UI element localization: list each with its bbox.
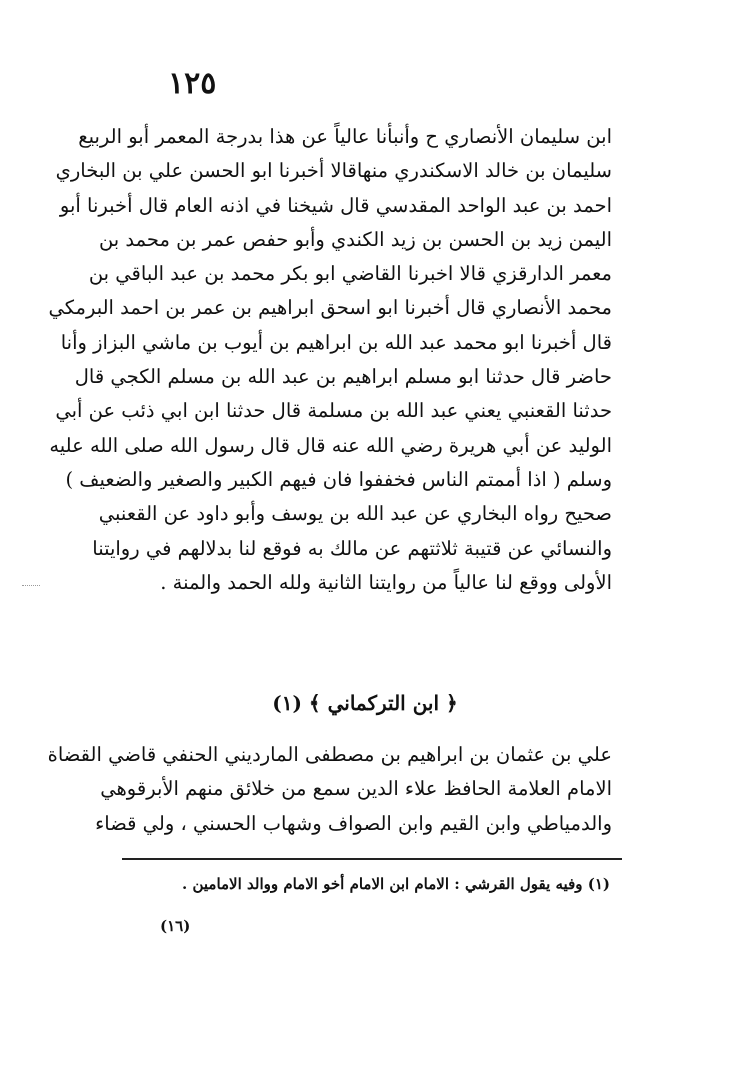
section-heading: ﴿ ابن التركماني ﴾ (١)	[272, 691, 458, 715]
text-line: معمر الدارقزي قالا اخبرنا القاضي ابو بكر محمد بن عبد الباقي بن	[88, 262, 612, 286]
text-line: ابن سليمان الأنصاري ح وأنبأنا عالياً عن هذا بدرجة المعمر أبو الربيع	[78, 125, 612, 148]
main-paragraph	[48, 120, 612, 600]
text-line: وسلم ( اذا أممتم الناس فخففوا فان فيهم الكبير والصغير والضعيف )	[65, 467, 612, 491]
text-line: حاضر قال حدثنا ابو مسلم ابراهيم بن عبد الله بن مسلم الكجي قال	[74, 365, 612, 389]
text-line: والدمياطي وابن القيم وابن الصواف وشهاب الحسني ، ولي قضاء	[95, 811, 612, 835]
margin-mark	[22, 585, 40, 586]
text-line: احمد بن عبد الواحد المقدسي قال شيخنا في اذنه العام قال أخبرنا أبو	[59, 193, 612, 217]
page-number: ١٢٥	[168, 66, 217, 101]
text-line: والنسائي عن قتيبة ثلاثتهم عن مالك به فوقع لنا بدلالهم في روايتنا	[92, 536, 612, 560]
signature-mark: (١٦)	[160, 917, 191, 935]
text-line: الامام العلامة الحافظ علاء الدين سمع من خلائق منهم الأبرقوهي	[100, 777, 612, 801]
text-line: سليمان بن خالد الاسكندري منهاقالا أخبرنا ابو الحسن علي بن البخاري	[55, 159, 612, 183]
text-line: محمد الأنصاري قال أخبرنا ابو اسحق ابراهيم بن عمر بن احمد البرمكي	[48, 296, 612, 320]
text-line: الأولى ووقع لنا عالياً من روايتنا الثانية ولله الحمد والمنة .	[160, 570, 612, 594]
text-line: حدثنا القعنبي يعني عبد الله بن مسلمة قال حدثنا ابن ابي ذئب عن أبي	[55, 399, 612, 423]
footnote: (١) وفيه يقول القرشي : الامام ابن الامام أخو الامام ووالد الامامين .	[182, 875, 610, 893]
text-line: اليمن زيد بن الحسن بن زيد الكندي وأبو حفص عمر بن محمد بن	[98, 227, 612, 251]
text-line: الوليد عن أبي هريرة رضي الله عنه قال قال رسول الله صلى الله عليه	[49, 433, 612, 457]
text-line: قال أخبرنا ابو محمد عبد الله بن ابراهيم بن أيوب بن ماشي البزاز وأنا	[60, 330, 612, 354]
text-line: صحيح رواه البخاري عن عبد الله بن يوسف وأبو داود عن القعنبي	[98, 502, 612, 526]
second-paragraph	[47, 738, 612, 841]
footnote-divider	[122, 858, 622, 860]
text-line: علي بن عثمان بن ابراهيم بن مصطفى المارديني الحنفي قاضي القضاة	[47, 743, 612, 766]
